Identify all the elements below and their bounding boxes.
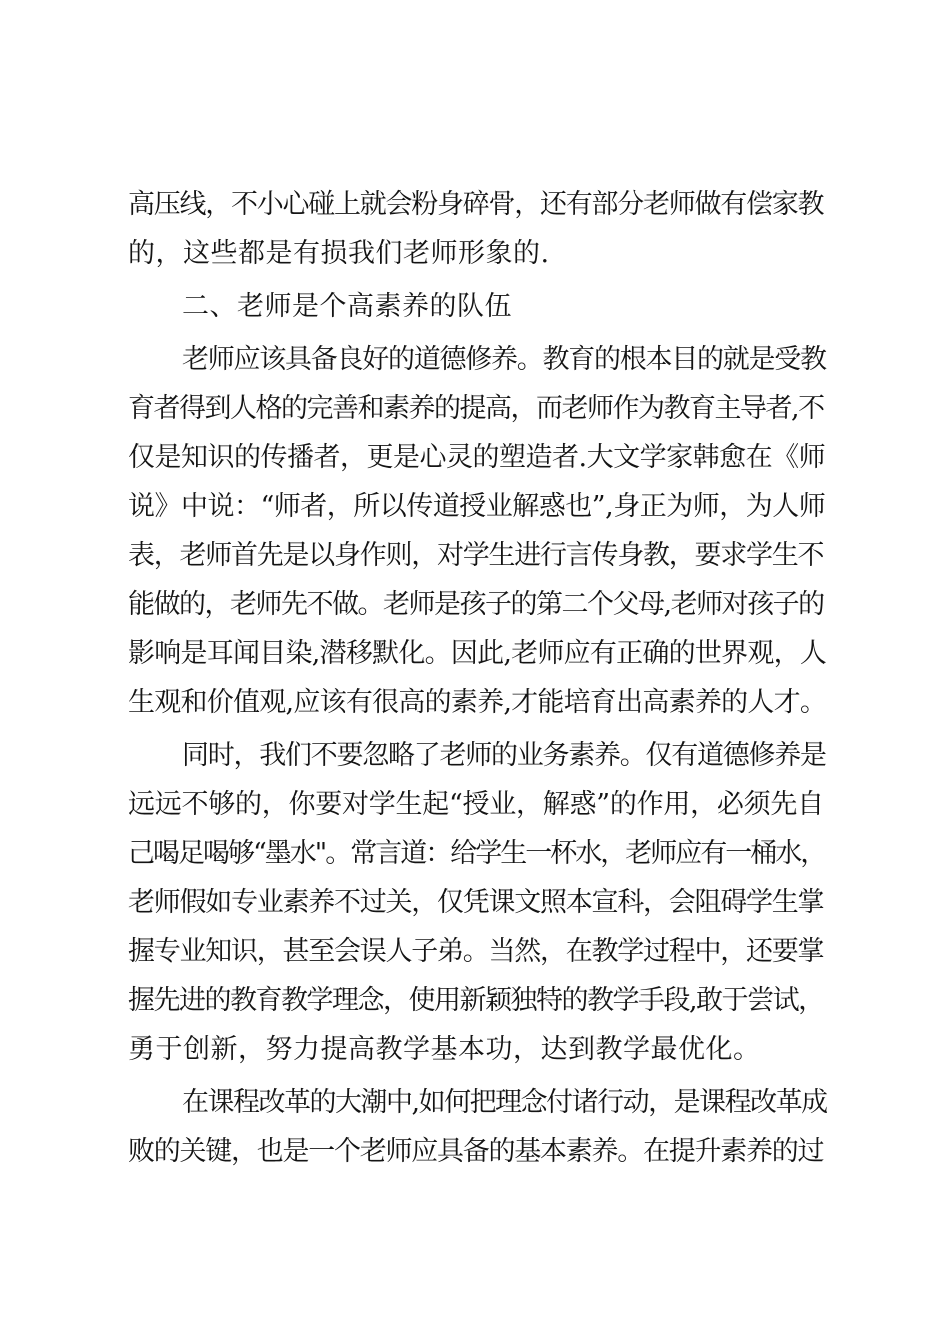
text-line: 的，这些都是有损我们老师形象的. — [128, 238, 550, 269]
text-line: 说》中说：“师者，所以传道授业解惑也”,身正为师，为人师 — [128, 491, 826, 522]
text-line: 表，老师首先是以身作则，对学生进行言传身教，要求学生不 — [128, 540, 824, 571]
text-line: 高压线，不小心碰上就会粉身碎骨，还有部分老师做有偿家教 — [128, 189, 824, 220]
text-line: 握先进的教育教学理念，使用新颖独特的教学手段,敢于尝试， — [128, 985, 824, 1016]
section-heading: 二、老师是个高素养的队伍 — [182, 291, 512, 322]
text-line: 败的关键，也是一个老师应具备的基本素养。在提升素养的过 — [128, 1136, 824, 1167]
text-line: 勇于创新，努力提高教学基本功，达到教学最优化。 — [128, 1034, 761, 1065]
text-line: 老师应该具备良好的道德修养。教育的根本目的就是受教 — [182, 344, 826, 375]
text-line: 老师假如专业素养不过关，仅凭课文照本宣科，会阻碍学生掌 — [128, 887, 824, 918]
text-line: 育者得到人格的完善和素养的提高，而老师作为教育主导者,不 — [128, 393, 824, 424]
text-line: 仅是知识的传播者，更是心灵的塑造者.大文学家韩愈在《师 — [128, 442, 826, 473]
text-line: 在课程改革的大潮中,如何把理念付诸行动，是课程改革成 — [182, 1087, 827, 1118]
text-line: 握专业知识，甚至会误人子弟。当然，在教学过程中，还要掌 — [128, 936, 824, 967]
text-line: 影响是耳闻目染,潜移默化。因此,老师应有正确的世界观，人 — [128, 638, 827, 669]
text-line: 能做的，老师先不做。老师是孩子的第二个父母,老师对孩子的 — [128, 589, 824, 620]
text-line: 生观和价值观,应该有很高的素养,才能培育出高素养的人才。 — [128, 687, 827, 718]
document-body — [128, 180, 828, 1176]
text-line: 远远不够的，你要对学生起“授业，解惑”的作用，必须先自 — [128, 789, 824, 820]
text-line: 己喝足喝够“墨水"。常言道：给学生一杯水，老师应有一桶水， — [128, 838, 826, 869]
text-line: 同时，我们不要忽略了老师的业务素养。仅有道德修养是 — [182, 740, 826, 771]
